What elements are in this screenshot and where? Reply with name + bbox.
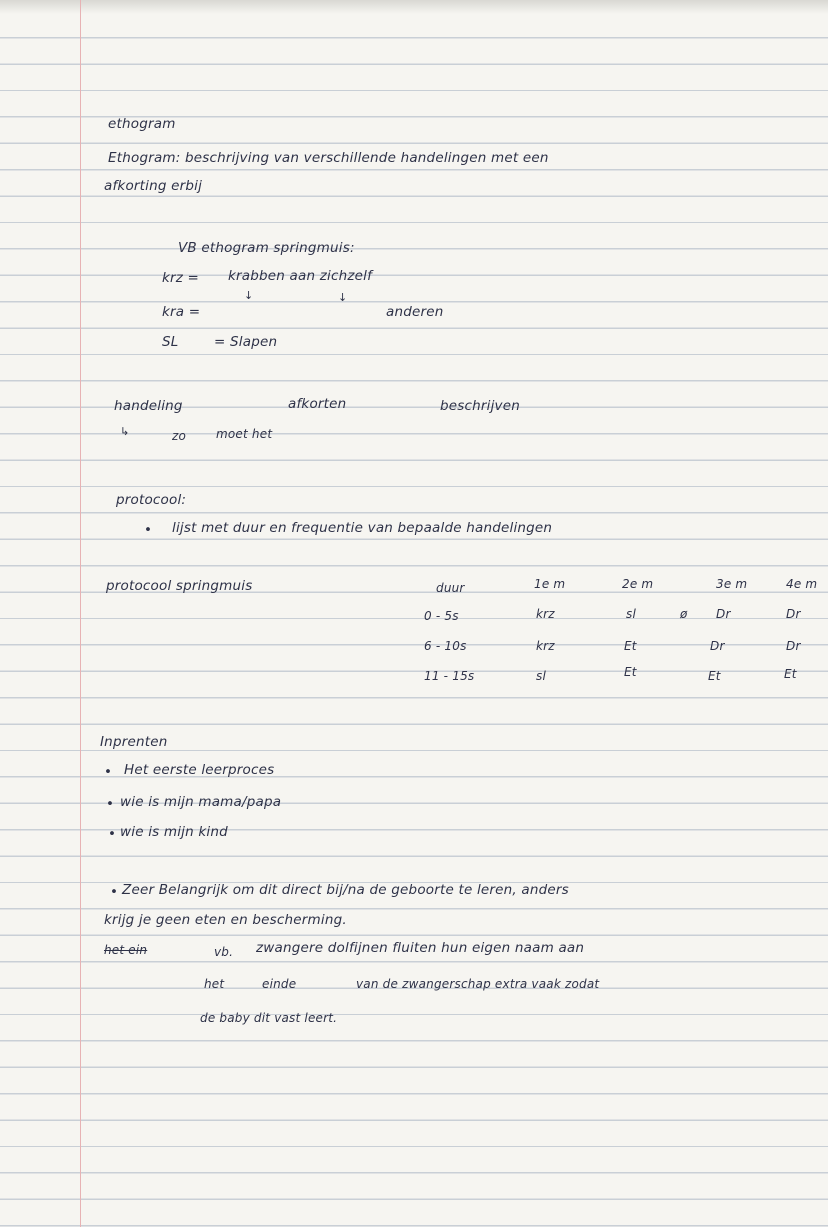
table-header-duur: duur xyxy=(436,581,465,595)
table-cell-1e: krz xyxy=(536,607,555,621)
sl-description: = Slapen xyxy=(214,334,278,350)
table-header-1e-m: 1e m xyxy=(534,577,566,591)
example-heading: VB ethogram springmuis: xyxy=(178,240,355,256)
table-cell-3e: Dr xyxy=(716,607,731,621)
step-handeling: handeling xyxy=(114,398,183,414)
inprenten-heading: Inprenten xyxy=(100,734,168,750)
table-cell-2e: sl xyxy=(626,607,636,621)
down-arrow-icon: ↓ xyxy=(338,291,348,304)
struck-text: het ein xyxy=(104,943,148,957)
table-cell-4e: Dr xyxy=(786,639,801,653)
table-cell-duur: 11 - 15s xyxy=(424,669,475,683)
table-cell-4e: Dr xyxy=(786,607,801,621)
kra-description: anderen xyxy=(386,304,444,320)
krz-description: krabben aan zichzelf xyxy=(228,268,373,284)
paragraph-line-1: Zeer Belangrijk om dit direct bij/na de geboorte te leren, anders xyxy=(122,882,569,898)
paragraph-word: einde xyxy=(262,977,297,991)
margin-line xyxy=(80,0,81,1227)
paper-top-shadow xyxy=(0,0,828,14)
table-header-4e-m: 4e m xyxy=(786,577,818,591)
paragraph-line-2: krijg je geen eten en bescherming. xyxy=(104,912,347,928)
step-beschrijven: beschrijven xyxy=(440,398,520,414)
protocol-table-label: protocool springmuis xyxy=(106,578,253,594)
inprenten-item: wie is mijn mama/papa xyxy=(120,794,282,810)
protocol-definition: lijst met duur en frequentie van bepaalde handelingen xyxy=(172,520,553,536)
down-arrow-icon: ↓ xyxy=(244,289,254,302)
table-cell-1e: sl xyxy=(536,669,546,683)
inprenten-item: Het eerste leerproces xyxy=(124,762,275,778)
paragraph-line-3: zwangere dolfijnen fluiten hun eigen naam aan xyxy=(256,940,585,956)
table-cell-1e: krz xyxy=(536,639,555,653)
krz-abbreviation: krz = xyxy=(162,270,200,286)
table-header-2e-m: 2e m xyxy=(622,577,654,591)
vb-label: vb. xyxy=(214,945,234,959)
table-header-3e-m: 3e m xyxy=(716,577,748,591)
protocol-heading: protocool: xyxy=(116,492,187,508)
table-cell-4e: Et xyxy=(784,667,797,681)
note-moet-het: moet het xyxy=(216,427,273,441)
paragraph-word: het xyxy=(204,977,225,991)
bullet: • xyxy=(144,522,153,538)
bullet: • xyxy=(106,796,115,812)
table-cell-3e: Dr xyxy=(710,639,725,653)
bullet: • xyxy=(110,884,119,900)
table-cell-mark: ø xyxy=(680,607,688,621)
table-cell-duur: 0 - 5s xyxy=(424,609,459,623)
table-cell-2e: Et xyxy=(624,665,637,679)
kra-abbreviation: kra = xyxy=(162,304,201,320)
table-cell-2e: Et xyxy=(624,639,637,653)
bullet: • xyxy=(108,826,117,842)
bullet: • xyxy=(104,764,113,780)
definition-line-2: afkorting erbij xyxy=(104,178,203,194)
step-afkorten: afkorten xyxy=(288,396,347,412)
inprenten-item: wie is mijn kind xyxy=(120,824,228,840)
page-title: ethogram xyxy=(108,116,176,132)
table-cell-3e: Et xyxy=(708,669,721,683)
table-cell-duur: 6 - 10s xyxy=(424,639,467,653)
corner-arrow-icon: ↳ xyxy=(120,425,130,438)
note-zo: zo xyxy=(172,429,187,443)
definition-line-1: Ethogram: beschrijving van verschillende handelingen met een xyxy=(108,150,549,166)
sl-abbreviation: SL xyxy=(162,334,179,350)
paragraph-line-5: de baby dit vast leert. xyxy=(200,1011,338,1025)
paragraph-line-4: van de zwangerschap extra vaak zodat xyxy=(356,977,600,991)
